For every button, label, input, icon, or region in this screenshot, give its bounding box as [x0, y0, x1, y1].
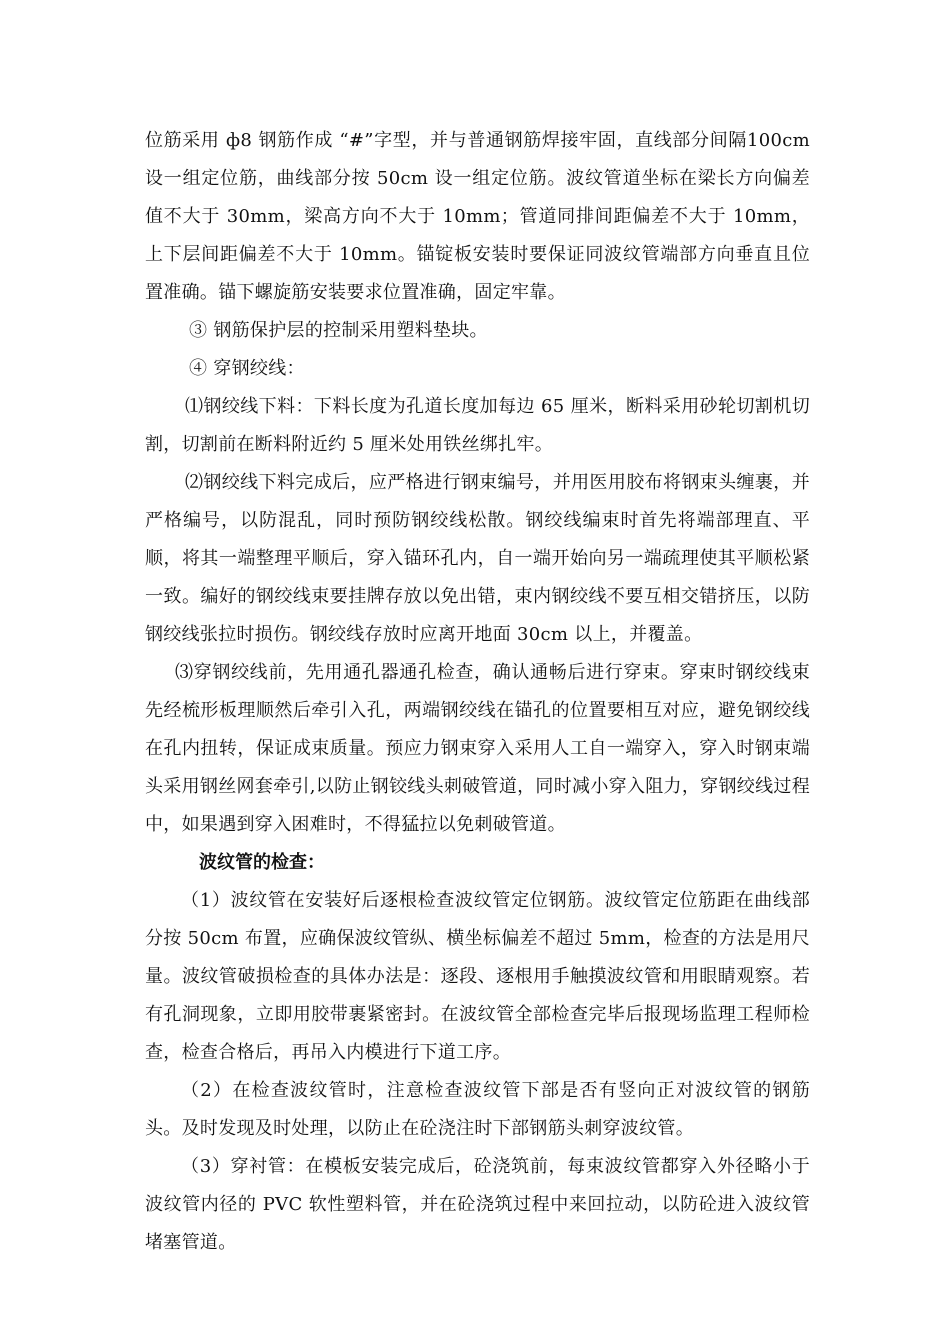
section-heading-duct-inspection: 波纹管的检查：	[199, 852, 325, 873]
paragraph-item-4-threading-strands: ④ 穿钢绞线：	[189, 358, 305, 379]
paragraph-positioning-bars: 位筋采用 ф8 钢筋作成 “#”字型，并与普通钢筋焊接牢固，直线部分间隔100cm 设一组定位筋，曲线部分按 50cm 设一组定位筋。波纹管道坐标在梁长方向偏差值不大于 30mm，梁高方向不大于 10mm；管道同排间距偏差不大于 10mm，上下层间距偏差不大于 10mm。锚锭板安装时要保证同波纹管端部方向垂直且位置准确。锚下螺旋筋安装要求位置准确，固定牢靠。	[145, 130, 810, 303]
paragraph-sub-2-numbering: ⑵钢绞线下料完成后，应严格进行钢束编号，并用医用胶布将钢束头缠裹，并严格编号，以防混乱，同时预防钢绞线松散。钢绞线编束时首先将端部理直、平顺，将其一端整理平顺后，穿入锚环孔内，自一端开始向另一端疏理使其平顺松紧一致。编好的钢绞线束要挂牌存放以免出错，束内钢绞线不要互相交错挤压，以防钢绞线张拉时损伤。钢绞线存放时应离开地面 30cm 以上，并覆盖。	[145, 472, 810, 645]
document-body	[145, 122, 810, 1262]
paragraph-inspection-1: （1）波纹管在安装好后逐根检查波纹管定位钢筋。波纹管定位筋距在曲线部分按 50cm 布置，应确保波纹管纵、横坐标偏差不超过 5mm，检查的方法是用尺量。波纹管破损检查的具体办法是：逐段、逐根用手触摸波纹管和用眼睛观察。若有孔洞现象，立即用胶带裹紧密封。在波纹管全部检查完毕后报现场监理工程师检查，检查合格后，再吊入内模进行下道工序。	[145, 890, 810, 1063]
paragraph-inspection-3: （3）穿衬管：在模板安装完成后，砼浇筑前，每束波纹管都穿入外径略小于波纹管内径的 PVC 软性塑料管，并在砼浇筑过程中来回拉动，以防砼进入波纹管堵塞管道。	[145, 1156, 810, 1253]
paragraph-sub-3-threading: ⑶穿钢绞线前，先用通孔器通孔检查，确认通畅后进行穿束。穿束时钢绞线束先经梳形板理顺然后牵引入孔，两端钢绞线在锚孔的位置要相互对应，避免钢绞线在孔内扭转，保证成束质量。预应力钢束穿入采用人工自一端穿入，穿入时钢束端头采用钢丝网套牵引,以防止钢铰线头刺破管道，同时减小穿入阻力，穿钢绞线过程中，如果遇到穿入困难时，不得猛拉以免刺破管道。	[145, 662, 810, 835]
paragraph-sub-1-cutting: ⑴钢绞线下料：下料长度为孔道长度加每边 65 厘米，断料采用砂轮切割机切割，切割前在断料附近约 5 厘米处用铁丝绑扎牢。	[145, 396, 810, 455]
paragraph-item-3-cover-control: ③ 钢筋保护层的控制采用塑料垫块。	[189, 320, 488, 341]
paragraph-inspection-2: （2）在检查波纹管时，注意检查波纹管下部是否有竖向正对波纹管的钢筋头。及时发现及时处理，以防止在砼浇注时下部钢筋头刺穿波纹管。	[145, 1080, 810, 1139]
